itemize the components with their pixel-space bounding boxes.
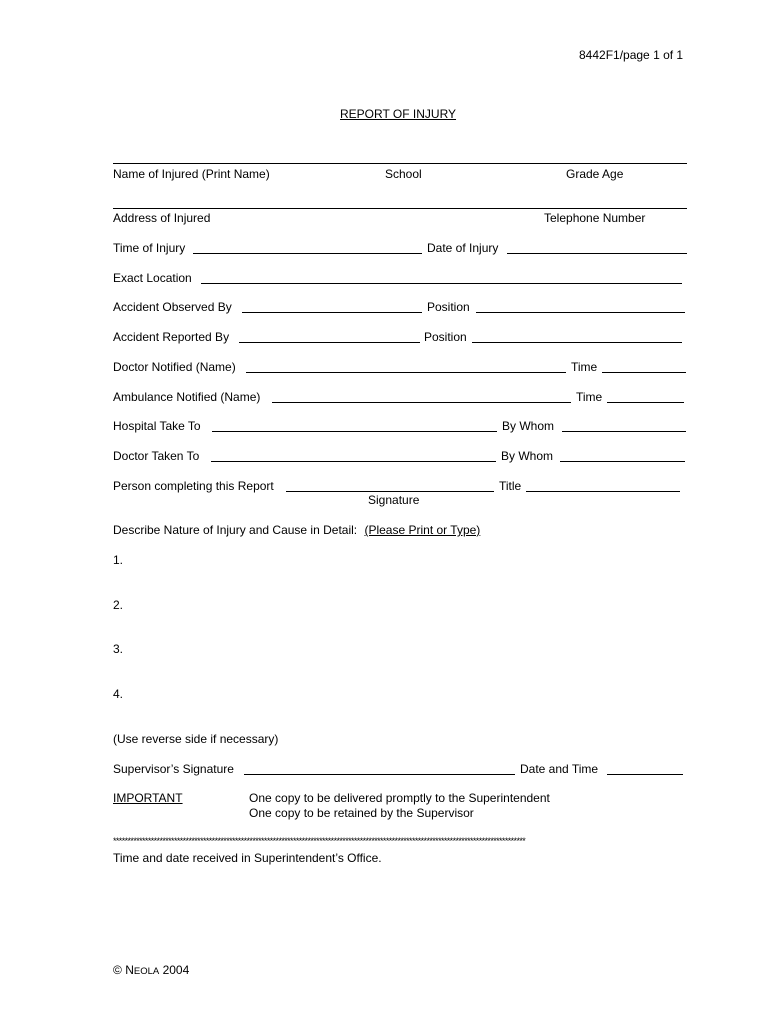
exact-location-label: Exact Location — [113, 271, 192, 285]
address-line[interactable] — [113, 208, 687, 209]
hospital-take-to-field[interactable] — [212, 431, 497, 432]
describe-text: Describe Nature of Injury and Cause in Detail: — [113, 523, 358, 537]
accident-reported-by-field[interactable] — [239, 342, 420, 343]
form-title: REPORT OF INJURY — [340, 107, 457, 121]
supervisor-signature-label: Supervisor’s Signature — [113, 762, 234, 776]
hospital-by-whom-field[interactable] — [562, 431, 686, 432]
hospital-take-to-label: Hospital Take To — [113, 419, 201, 433]
date-and-time-label: Date and Time — [520, 762, 599, 776]
item-3: 3. — [113, 642, 124, 656]
school-label: School — [385, 167, 422, 181]
item-2: 2. — [113, 598, 124, 612]
page-reference: 8442F1/page 1 of 1 — [579, 48, 684, 62]
received-in-office-label: Time and date received in Superintendent’s Office. — [113, 851, 382, 865]
reported-position-label: Position — [424, 330, 467, 344]
telephone-number-label: Telephone Number — [544, 211, 646, 225]
supervisor-signature-field[interactable] — [244, 774, 515, 775]
doctor-notified-field[interactable] — [246, 372, 566, 373]
doctor-by-whom-field[interactable] — [560, 461, 685, 462]
date-of-injury-label: Date of Injury — [427, 241, 499, 255]
accident-observed-by-label: Accident Observed By — [113, 300, 232, 314]
item-4: 4. — [113, 687, 124, 701]
title-label: Title — [499, 479, 522, 493]
doctor-taken-to-label: Doctor Taken To — [113, 449, 200, 463]
copyright-rest: EOLA — [133, 966, 160, 977]
person-completing-label: Person completing this Report — [113, 479, 274, 493]
doctor-time-label: Time — [571, 360, 598, 374]
hospital-by-whom-label: By Whom — [502, 419, 555, 433]
observed-position-field[interactable] — [476, 312, 685, 313]
name-of-injured-label: Name of Injured (Print Name) — [113, 167, 270, 181]
person-completing-field[interactable] — [286, 491, 494, 492]
describe-nature-label — [113, 523, 480, 537]
star-separator: ********************************************************************************************************************************************** — [113, 836, 526, 846]
signature-caption: Signature — [368, 493, 420, 507]
address-of-injured-label: Address of Injured — [113, 211, 211, 225]
ambulance-time-label: Time — [576, 390, 603, 404]
accident-observed-by-field[interactable] — [242, 312, 422, 313]
item-1: 1. — [113, 553, 124, 567]
important-label: IMPORTANT — [113, 791, 183, 805]
name-line[interactable] — [113, 163, 687, 164]
date-of-injury-field[interactable] — [507, 253, 687, 254]
exact-location-field[interactable] — [201, 283, 682, 284]
doctor-by-whom-label: By Whom — [501, 449, 554, 463]
observed-position-label: Position — [427, 300, 470, 314]
grade-age-label: Grade Age — [566, 167, 624, 181]
copyright-symbol: © — [113, 963, 122, 977]
doctor-time-field[interactable] — [602, 372, 686, 373]
important-line-2: One copy to be retained by the Supervisor — [249, 806, 474, 820]
copyright-notice — [113, 963, 189, 979]
reverse-side-note: (Use reverse side if necessary) — [113, 732, 279, 746]
reported-position-field[interactable] — [472, 342, 682, 343]
describe-note: (Please Print or Type) — [364, 523, 481, 537]
date-and-time-field[interactable] — [607, 774, 683, 775]
accident-reported-by-label: Accident Reported By — [113, 330, 230, 344]
ambulance-time-field[interactable] — [607, 402, 684, 403]
ambulance-notified-label: Ambulance Notified (Name) — [113, 390, 261, 404]
copyright-year: 2004 — [162, 963, 190, 977]
time-of-injury-label: Time of Injury — [113, 241, 186, 255]
important-line-1: One copy to be delivered promptly to the Superintendent — [249, 791, 550, 805]
doctor-notified-label: Doctor Notified (Name) — [113, 360, 236, 374]
copyright-n: N — [125, 963, 134, 977]
title-field[interactable] — [526, 491, 680, 492]
doctor-taken-to-field[interactable] — [211, 461, 496, 462]
time-of-injury-field[interactable] — [193, 253, 422, 254]
ambulance-notified-field[interactable] — [272, 402, 571, 403]
